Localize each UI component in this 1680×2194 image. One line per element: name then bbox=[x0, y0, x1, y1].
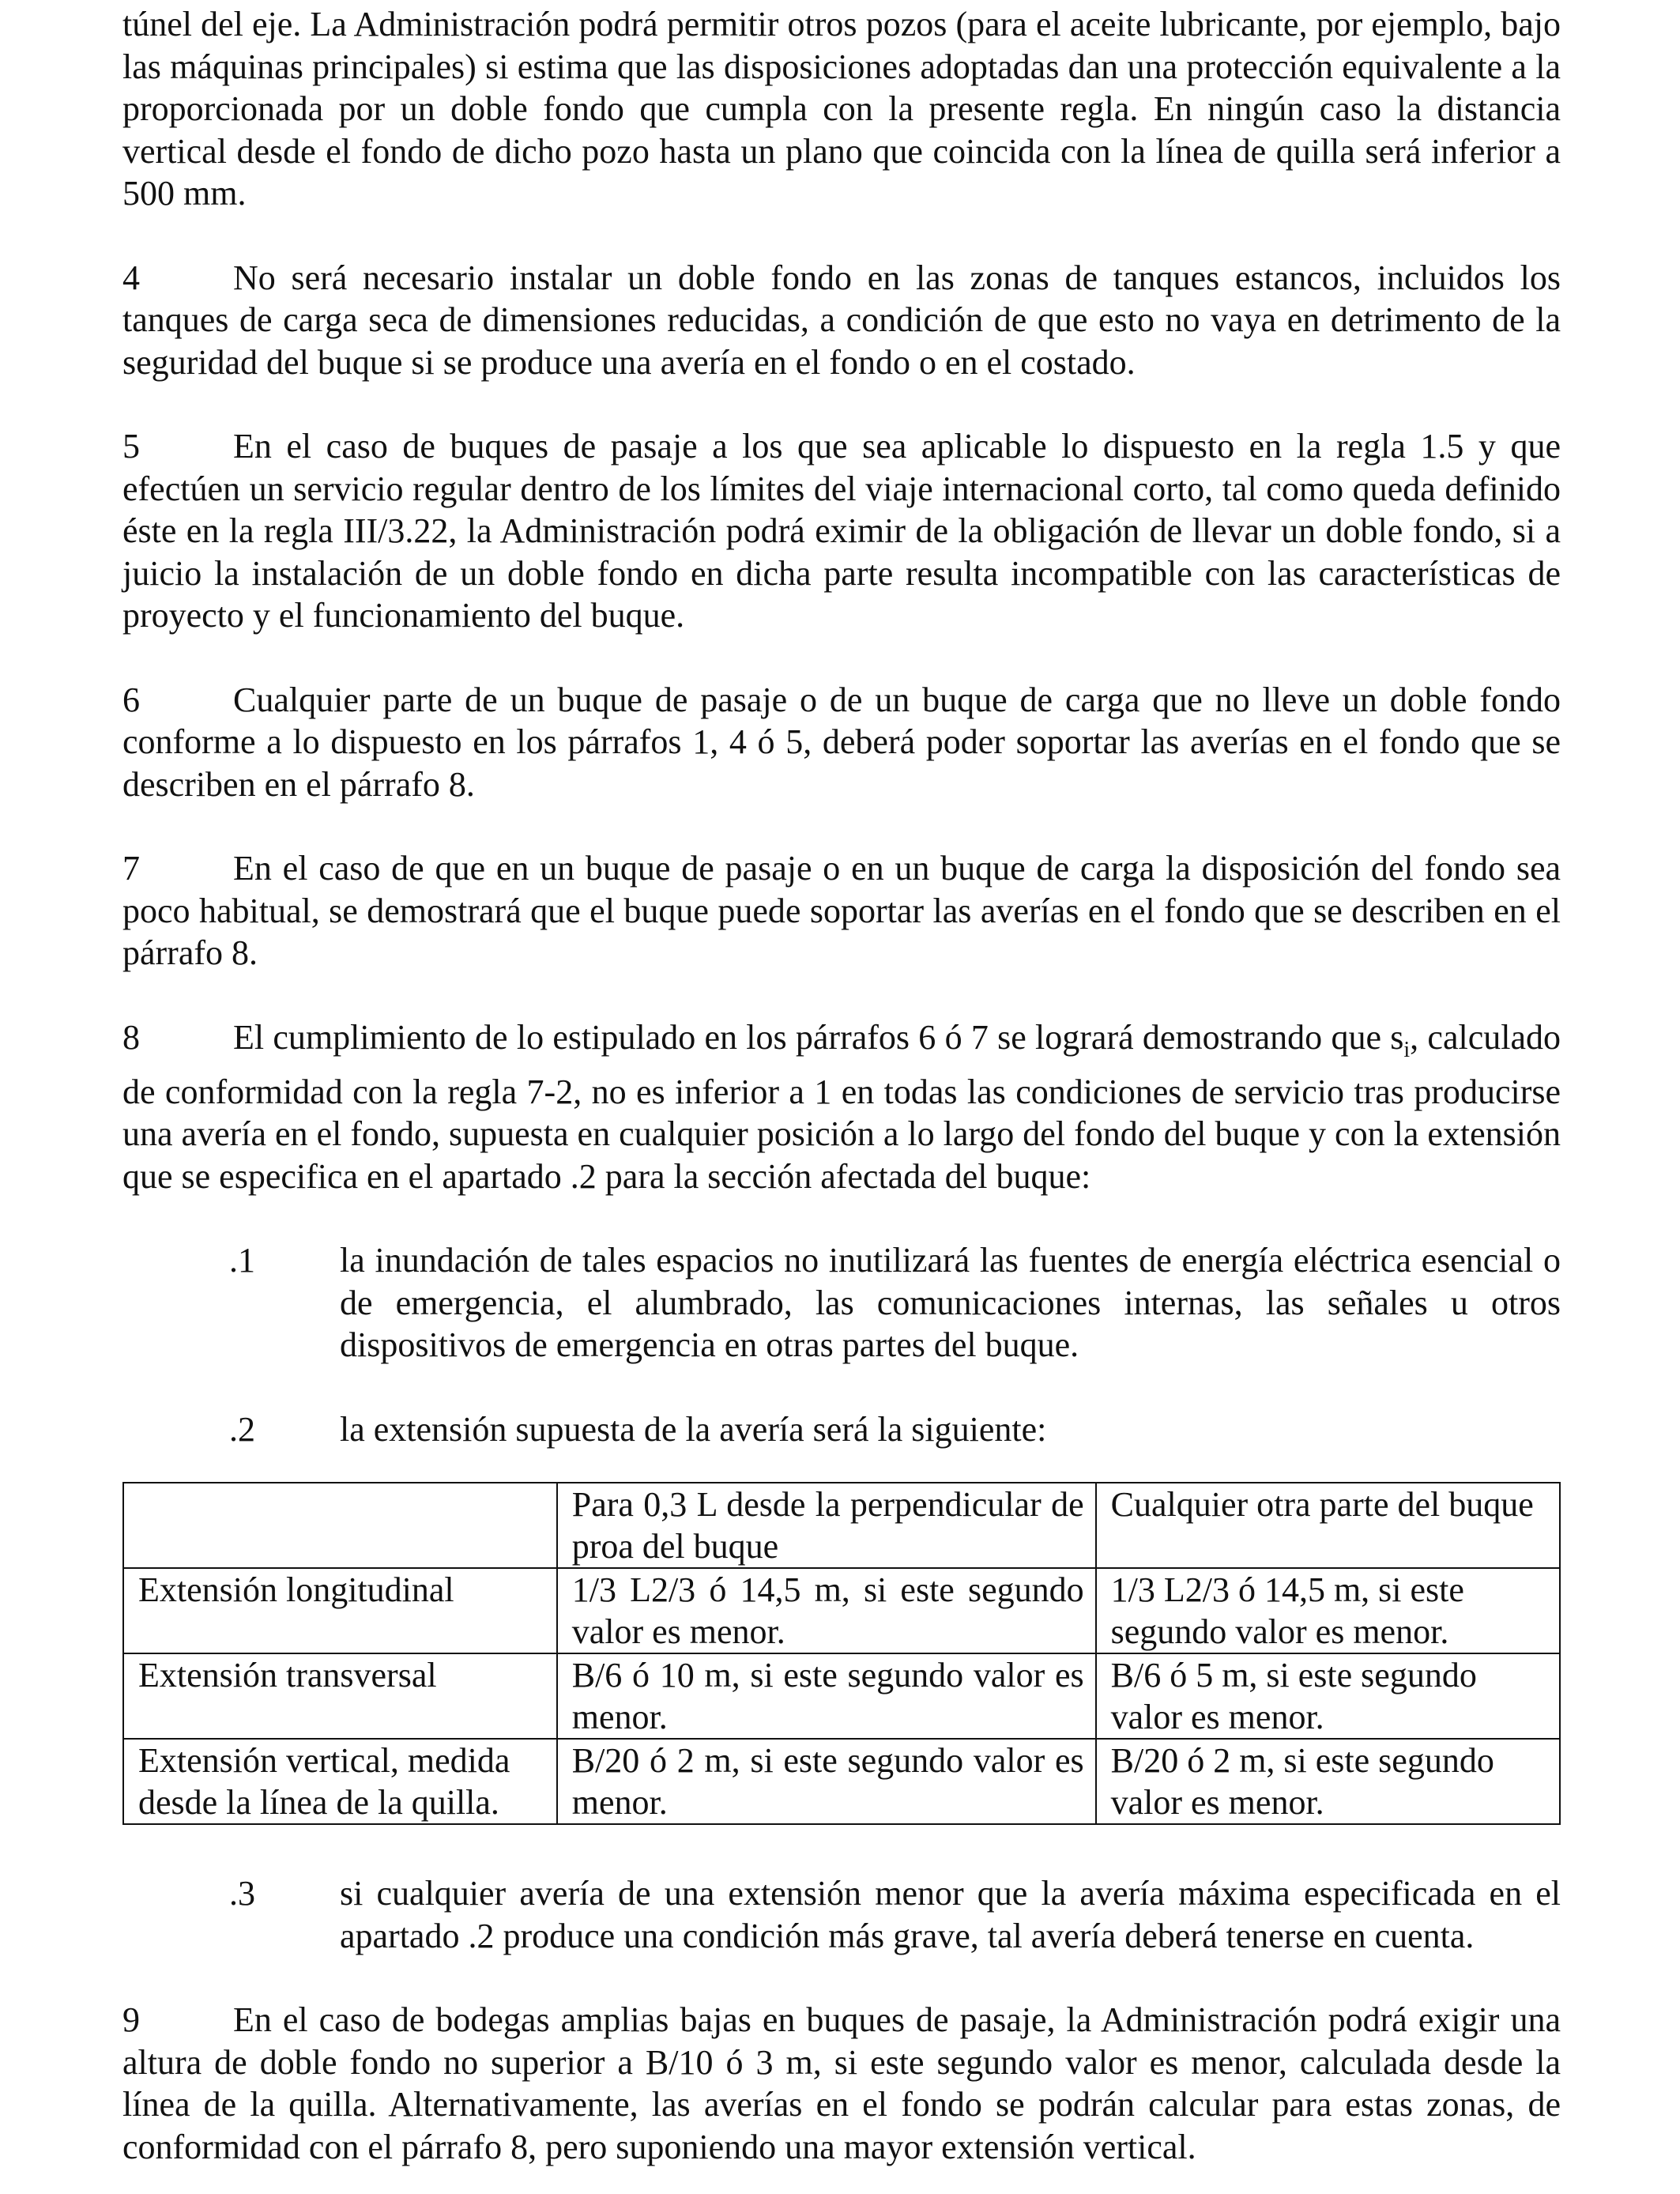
paragraph-text: En el caso de que en un buque de pasaje o en un buque de carga la disposición del fondo sea poco habitual, se demostrará que el buque puede soportar las averías en el fondo que se describen en el párrafo 8. bbox=[122, 849, 1561, 972]
table-cell: B/20 ó 2 m, si este segundo valor es menor. bbox=[557, 1739, 1096, 1824]
paragraph-text: En el caso de bodegas amplias bajas en buques de pasaje, la Administración podrá exigir una altura de doble fondo no superior a B/10 ó 3 m, si este segundo valor es menor, calculada desde la línea de la quilla. Alternativamente, las averías en el fondo se podrán calcular para estas zonas, de conformidad con el párrafo 8, pero suponiendo una mayor extensión vertical. bbox=[122, 2000, 1561, 2166]
paragraph-7 bbox=[122, 847, 1561, 974]
table-header-other bbox=[1096, 1483, 1560, 1568]
paragraph-8 bbox=[122, 1016, 1561, 1198]
subitem-3 bbox=[122, 1872, 1561, 1957]
subitem-number: .3 bbox=[229, 1874, 255, 1913]
subitem-2 bbox=[122, 1408, 1561, 1451]
subscript-i: i bbox=[1403, 1037, 1411, 1062]
paragraph-number: 7 bbox=[122, 849, 140, 888]
table-row bbox=[123, 1653, 1560, 1739]
subitem-text: si cualquier avería de una extensión menor que la avería máxima especificada en el apartado .2 produce una condición más grave, tal avería deberá tenerse en cuenta. bbox=[340, 1874, 1561, 1955]
subitem-number: .2 bbox=[229, 1409, 255, 1449]
paragraph-number: 8 bbox=[122, 1017, 140, 1057]
subitem-1 bbox=[122, 1239, 1561, 1367]
table-cell: 1/3 L2/3 ó 14,5 m, si este segundo valor es menor. bbox=[557, 1568, 1096, 1653]
header-col2: Cualquier otra parte del buque bbox=[1110, 1485, 1534, 1525]
paragraph-number: 5 bbox=[122, 427, 140, 466]
header-col1: Para 0,3 L desde la perpendicular de proa del buque bbox=[571, 1485, 1084, 1566]
table-header-row bbox=[123, 1483, 1560, 1568]
table-header-forward bbox=[557, 1483, 1096, 1568]
row-label: Extensión vertical, medida desde la línea de la quilla. bbox=[123, 1739, 557, 1824]
table-cell: B/6 ó 5 m, si este segundo valor es menor. bbox=[1096, 1653, 1560, 1739]
paragraph-text: El cumplimiento de lo estipulado en los párrafos 6 ó 7 se logrará demostrando que s bbox=[233, 1017, 1404, 1057]
table-row bbox=[123, 1739, 1560, 1824]
table-header-empty bbox=[123, 1483, 557, 1568]
paragraph-5 bbox=[122, 425, 1561, 637]
damage-extent-table bbox=[122, 1482, 1561, 1825]
paragraph-number: 9 bbox=[122, 2000, 140, 2040]
paragraph-4 bbox=[122, 257, 1561, 384]
paragraph-9 bbox=[122, 1999, 1561, 2168]
row-label: Extensión longitudinal bbox=[123, 1568, 557, 1653]
paragraph-text: No será necesario instalar un doble fondo en las zonas de tanques estancos, incluidos los tanques de carga seca de dimensiones reducidas, a condición de que esto no vaya en detrimento de la seguridad del buque si se produce una avería en el fondo o en el costado. bbox=[122, 258, 1561, 382]
subitem-number: .1 bbox=[229, 1241, 255, 1280]
subitem-text: la inundación de tales espacios no inutilizará las fuentes de energía eléctrica esencial o de emergencia, el alumbrado, las comunicaciones internas, las señales u otros dispositivos de emergencia en otras partes del buque. bbox=[340, 1241, 1561, 1365]
paragraph-text: En el caso de buques de pasaje a los que sea aplicable lo dispuesto en la regla 1.5 y que efectúen un servicio regular dentro de los límites del viaje internacional corto, tal como queda definido éste en la regla III/3.22, la Administración podrá eximir de la obligación de llevar un doble fondo, si a juicio la instalación de un doble fondo en dicha parte resulta incompatible con las características de proyecto y el funcionamiento del buque. bbox=[122, 427, 1561, 635]
document-page bbox=[122, 0, 1561, 2168]
table-cell: B/20 ó 2 m, si este segundo valor es menor. bbox=[1096, 1739, 1560, 1824]
paragraph-6 bbox=[122, 679, 1561, 806]
subitem-text: la extensión supuesta de la avería será la siguiente: bbox=[340, 1409, 1047, 1449]
row-label: Extensión transversal bbox=[123, 1653, 557, 1739]
table-row bbox=[123, 1568, 1560, 1653]
paragraph-number: 4 bbox=[122, 258, 140, 297]
intro-paragraph: túnel del eje. La Administración podrá permitir otros pozos (para el aceite lubricante, por ejemplo, bajo las máquinas principales) si estima que las disposiciones adoptadas dan una protección equivalente a la proporcionada por un doble fondo que cumpla con la presente regla. En ningún caso la distancia vertical desde el fondo de dicho pozo hasta un plano que coincida con la línea de quilla será inferior a 500 mm. bbox=[122, 5, 1561, 213]
table-cell: B/6 ó 10 m, si este segundo valor es menor. bbox=[557, 1653, 1096, 1739]
paragraph-text: Cualquier parte de un buque de pasaje o de un buque de carga que no lleve un doble fondo conforme a lo dispuesto en los párrafos 1, 4 ó 5, deberá poder soportar las averías en el fondo que se describen en el párrafo 8. bbox=[122, 680, 1561, 804]
paragraph-number: 6 bbox=[122, 680, 140, 719]
table-cell: 1/3 L2/3 ó 14,5 m, si este segundo valor es menor. bbox=[1096, 1568, 1560, 1653]
paragraph-text-continued: , calculado de conformidad con la regla 7-2, no es inferior a 1 en todas las condiciones de servicio tras producirse una avería en el fondo, supuesta en cualquier posición a lo largo del fondo del buque y con la extensión que se especifica en el apartado .2 para la sección afectada del buque: bbox=[122, 1017, 1561, 1196]
